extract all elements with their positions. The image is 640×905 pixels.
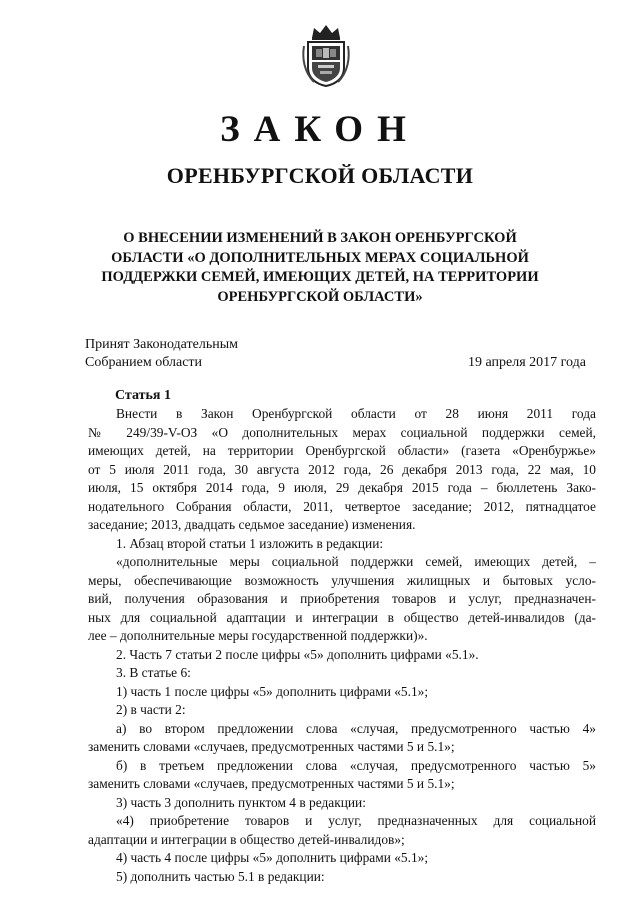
- text-line: 5) дополнить частью 5.1 в редакции:: [116, 868, 325, 884]
- text-line: имеющих детей, на территории Оренбургской области» (газета «Оренбуржье»: [88, 443, 596, 458]
- text-line: 4) часть 4 после цифры «5» дополнить цифрами «5.1»;: [116, 850, 429, 865]
- text-line: ных для социальной адаптации и интеграции в общество детей-инвалидов (да-: [88, 609, 596, 625]
- text-line: меры, обеспечивающие возможность улучшения жилищных и бытовых усло-: [88, 572, 596, 588]
- text-line: адаптации и интеграции в общество детей-инвалидов»;: [88, 831, 405, 847]
- article-body: [88, 405, 596, 886]
- text-line: заседание; 2013, двадцать седьмое заседание) изменения.: [88, 517, 416, 532]
- text-line: 1) часть 1 после цифры «5» дополнить цифрами «5.1»;: [116, 683, 429, 699]
- heading-line: О ВНЕСЕНИИ ИЗМЕНЕНИЙ В ЗАКОН ОРЕНБУРГСКОЙ: [123, 230, 517, 246]
- text-line: июля, 15 октября 2014 года, 9 июля, 29 декабря 2015 года – бюллетень Зако-: [88, 480, 596, 495]
- text-line: вий, получения образования и приобретения товаров и услуг, предназначен-: [88, 591, 596, 606]
- text-line: б) в третьем предложении слова «случая, предусмотренного частью 5»: [116, 757, 596, 773]
- heading-line: ОБЛАСТИ «О ДОПОЛНИТЕЛЬНЫХ МЕРАХ СОЦИАЛЬНОЙ: [111, 249, 529, 266]
- law-heading: [80, 229, 560, 307]
- text-line: 3. В статье 6:: [116, 665, 191, 680]
- text-line: «4) приобретение товаров и услуг, предназначенных для социальной: [116, 813, 596, 828]
- text-line: заменить словами «случаев, предусмотренных частями 5 и 5.1»;: [88, 776, 455, 791]
- adoption-line: Собранием области: [85, 355, 203, 370]
- text-line: 2. Часть 7 статьи 2 после цифры «5» дополнить цифрами «5.1».: [116, 646, 479, 662]
- text-line: 3) часть 3 дополнить пунктом 4 в редакции:: [116, 794, 366, 810]
- article-title: Статья 1: [115, 388, 171, 403]
- text-line: № 249/39-V-ОЗ «О дополнительных мерах социальной поддержки семей,: [88, 424, 596, 440]
- document-subtitle: ОРЕНБУРГСКОЙ ОБЛАСТИ: [166, 163, 474, 188]
- heading-line: ПОДДЕРЖКИ СЕМЕЙ, ИМЕЮЩИХ ДЕТЕЙ, НА ТЕРРИТОРИИ: [101, 269, 539, 285]
- document-title: ЗАКОН: [220, 109, 420, 150]
- text-line: Внести в Закон Оренбургской области от 28 июня 2011 года: [116, 406, 596, 421]
- adoption-line: Принят Законодательным: [85, 337, 238, 352]
- text-line: 2) в части 2:: [116, 702, 186, 717]
- text-line: заменить словами «случаев, предусмотренных частями 5 и 5.1»;: [88, 739, 455, 754]
- text-line: 1. Абзац второй статьи 1 изложить в редакции:: [116, 535, 384, 551]
- text-line: «дополнительные меры социальной поддержки семей, имеющих детей, –: [116, 554, 596, 569]
- text-line: нодательного Собрания области, 2011, четвертое заседание; 2012, пятнадцатое: [88, 498, 596, 514]
- text-line: от 5 июля 2011 года, 30 августа 2012 года, 26 декабря 2013 года, 22 мая, 10: [88, 461, 596, 477]
- coat-of-arms-emblem: [300, 22, 352, 88]
- adoption-note: [85, 336, 238, 372]
- adoption-date: 19 апреля 2017 года: [468, 355, 586, 370]
- text-line: лее – дополнительные меры государственной поддержки)».: [88, 628, 428, 643]
- heading-line: ОРЕНБУРГСКОЙ ОБЛАСТИ»: [217, 288, 423, 305]
- text-line: а) во втором предложении слова «случая, предусмотренного частью 4»: [116, 720, 596, 736]
